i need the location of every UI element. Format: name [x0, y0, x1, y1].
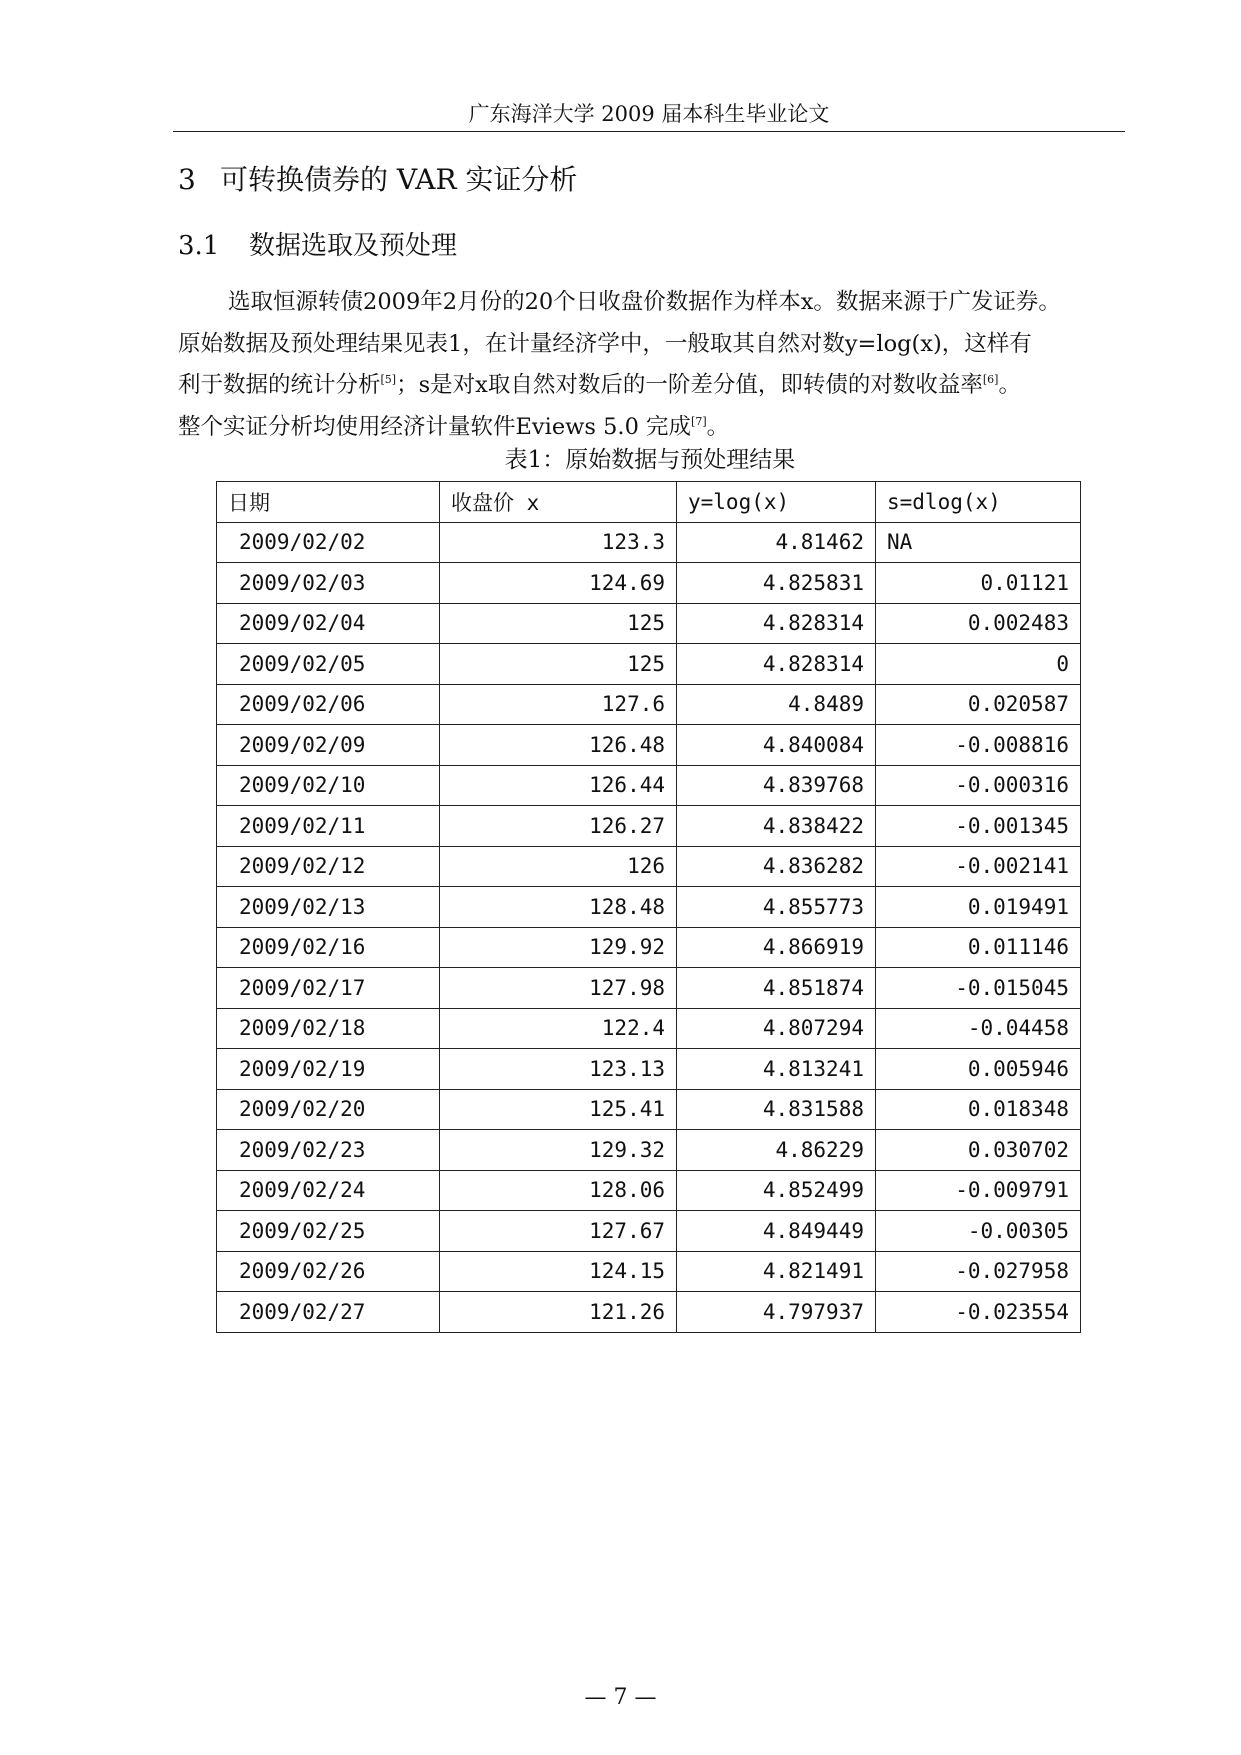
cell-dlog: 0.030702: [876, 1130, 1081, 1171]
paragraph-line-1: 选取恒源转债2009年2月份的20个日收盘价数据作为样本x。数据来源于广发证券。: [228, 289, 1061, 315]
cell-date: 2009/02/06: [217, 684, 440, 725]
cell-dlog: NA: [876, 522, 1081, 563]
cell-dlog: -0.015045: [876, 968, 1081, 1009]
section-title: 可转换债券的 VAR 实证分析: [220, 163, 578, 196]
cell-log: 4.828314: [677, 644, 876, 685]
table-row: [217, 1008, 1081, 1049]
header-close-price: 收盘价 x: [440, 482, 677, 523]
header-log: y=log(x): [677, 482, 876, 523]
cell-date: 2009/02/13: [217, 887, 440, 928]
table-row: [217, 1130, 1081, 1171]
cell-log: 4.797937: [677, 1292, 876, 1333]
cell-date: 2009/02/25: [217, 1211, 440, 1252]
table-row: [217, 522, 1081, 563]
table-row: [217, 927, 1081, 968]
cell-date: 2009/02/12: [217, 846, 440, 887]
section-number: 3: [178, 163, 196, 196]
cell-log: 4.81462: [677, 522, 876, 563]
cell-log: 4.821491: [677, 1251, 876, 1292]
cell-dlog: -0.001345: [876, 806, 1081, 847]
page-header-title: 广东海洋大学 2009 届本科生毕业论文: [468, 102, 830, 126]
cell-log: 4.807294: [677, 1008, 876, 1049]
cell-log: 4.840084: [677, 725, 876, 766]
cell-log: 4.849449: [677, 1211, 876, 1252]
cell-log: 4.866919: [677, 927, 876, 968]
section-heading: [178, 162, 577, 198]
citation-ref-6: [6]: [982, 373, 999, 386]
paragraph-text: 利于数据的统计分析: [178, 372, 381, 398]
cell-dlog: -0.027958: [876, 1251, 1081, 1292]
cell-dlog: 0.019491: [876, 887, 1081, 928]
subsection-number: 3.1: [178, 231, 220, 261]
cell-date: 2009/02/02: [217, 522, 440, 563]
citation-ref-5: [5]: [380, 373, 397, 386]
header-date: 日期: [217, 482, 440, 523]
table-row: [217, 563, 1081, 604]
header-dlog: s=dlog(x): [876, 482, 1081, 523]
cell-log: 4.852499: [677, 1170, 876, 1211]
cell-date: 2009/02/24: [217, 1170, 440, 1211]
paragraph-text: 。: [998, 372, 1021, 398]
cell-log: 4.851874: [677, 968, 876, 1009]
table-row: [217, 644, 1081, 685]
cell-dlog: 0.018348: [876, 1089, 1081, 1130]
cell-date: 2009/02/19: [217, 1049, 440, 1090]
cell-log: 4.828314: [677, 603, 876, 644]
cell-dlog: -0.023554: [876, 1292, 1081, 1333]
citation-ref-7: [7]: [691, 414, 707, 428]
cell-date: 2009/02/18: [217, 1008, 440, 1049]
cell-dlog: 0.005946: [876, 1049, 1081, 1090]
cell-log: 4.838422: [677, 806, 876, 847]
cell-date: 2009/02/16: [217, 927, 440, 968]
cell-date: 2009/02/10: [217, 765, 440, 806]
table-row: [217, 1211, 1081, 1252]
table-row: [217, 684, 1081, 725]
cell-close-price: 125: [440, 644, 677, 685]
cell-log: 4.8489: [677, 684, 876, 725]
paragraph-line-2: 原始数据及预处理结果见表1，在计量经济学中，一般取其自然对数y=log(x)，这样有: [178, 330, 1032, 357]
cell-close-price: 125.41: [440, 1089, 677, 1130]
cell-dlog: -0.002141: [876, 846, 1081, 887]
cell-date: 2009/02/26: [217, 1251, 440, 1292]
cell-log: 4.855773: [677, 887, 876, 928]
cell-dlog: 0.020587: [876, 684, 1081, 725]
cell-log: 4.825831: [677, 563, 876, 604]
cell-date: 2009/02/27: [217, 1292, 440, 1333]
cell-dlog: -0.008816: [876, 725, 1081, 766]
cell-close-price: 126: [440, 846, 677, 887]
header-divider: [173, 131, 1125, 132]
cell-log: 4.839768: [677, 765, 876, 806]
table-row: [217, 725, 1081, 766]
cell-close-price: 126.48: [440, 725, 677, 766]
paragraph-text: 。: [706, 413, 730, 440]
cell-close-price: 126.44: [440, 765, 677, 806]
cell-date: 2009/02/20: [217, 1089, 440, 1130]
cell-dlog: 0.011146: [876, 927, 1081, 968]
cell-close-price: 123.13: [440, 1049, 677, 1090]
cell-log: 4.813241: [677, 1049, 876, 1090]
cell-date: 2009/02/23: [217, 1130, 440, 1171]
table-row: [217, 765, 1081, 806]
table-row: [217, 1049, 1081, 1090]
paragraph-line-3: [178, 365, 1124, 407]
cell-date: 2009/02/09: [217, 725, 440, 766]
body-paragraph: [178, 282, 1124, 448]
cell-date: 2009/02/04: [217, 603, 440, 644]
cell-close-price: 128.48: [440, 887, 677, 928]
cell-dlog: -0.009791: [876, 1170, 1081, 1211]
cell-dlog: 0.01121: [876, 563, 1081, 604]
cell-close-price: 121.26: [440, 1292, 677, 1333]
cell-dlog: 0: [876, 644, 1081, 685]
cell-close-price: 127.6: [440, 684, 677, 725]
table-body: [217, 522, 1081, 1332]
cell-dlog: -0.000316: [876, 765, 1081, 806]
cell-close-price: 129.32: [440, 1130, 677, 1171]
cell-date: 2009/02/17: [217, 968, 440, 1009]
table-header-row: [217, 482, 1081, 523]
table-row: [217, 1292, 1081, 1333]
table-row: [217, 806, 1081, 847]
table-row: [217, 603, 1081, 644]
cell-close-price: 123.3: [440, 522, 677, 563]
table-row: [217, 1170, 1081, 1211]
paragraph-text: ；s是对x取自然对数后的一阶差分值，即转债的对数收益率: [396, 372, 983, 398]
cell-dlog: -0.04458: [876, 1008, 1081, 1049]
page-number: — 7 —: [584, 1685, 657, 1710]
cell-close-price: 124.69: [440, 563, 677, 604]
cell-close-price: 122.4: [440, 1008, 677, 1049]
cell-date: 2009/02/03: [217, 563, 440, 604]
subsection-title: 数据选取及预处理: [249, 231, 458, 261]
cell-close-price: 126.27: [440, 806, 677, 847]
table-row: [217, 887, 1081, 928]
cell-close-price: 127.98: [440, 968, 677, 1009]
cell-close-price: 127.67: [440, 1211, 677, 1252]
subsection-heading: [178, 229, 457, 263]
data-table: [216, 481, 1081, 1333]
cell-dlog: -0.00305: [876, 1211, 1081, 1252]
cell-close-price: 128.06: [440, 1170, 677, 1211]
cell-log: 4.86229: [677, 1130, 876, 1171]
table-row: [217, 1089, 1081, 1130]
cell-log: 4.836282: [677, 846, 876, 887]
table-row: [217, 1251, 1081, 1292]
paragraph-text: 整个实证分析均使用经济计量软件Eviews 5.0 完成: [178, 413, 692, 440]
cell-date: 2009/02/11: [217, 806, 440, 847]
table-row: [217, 968, 1081, 1009]
paragraph-line-4: [178, 407, 1124, 449]
cell-date: 2009/02/05: [217, 644, 440, 685]
table-caption: 表1：原始数据与预处理结果: [504, 447, 796, 473]
table-row: [217, 846, 1081, 887]
cell-log: 4.831588: [677, 1089, 876, 1130]
cell-close-price: 129.92: [440, 927, 677, 968]
cell-close-price: 125: [440, 603, 677, 644]
cell-close-price: 124.15: [440, 1251, 677, 1292]
cell-dlog: 0.002483: [876, 603, 1081, 644]
